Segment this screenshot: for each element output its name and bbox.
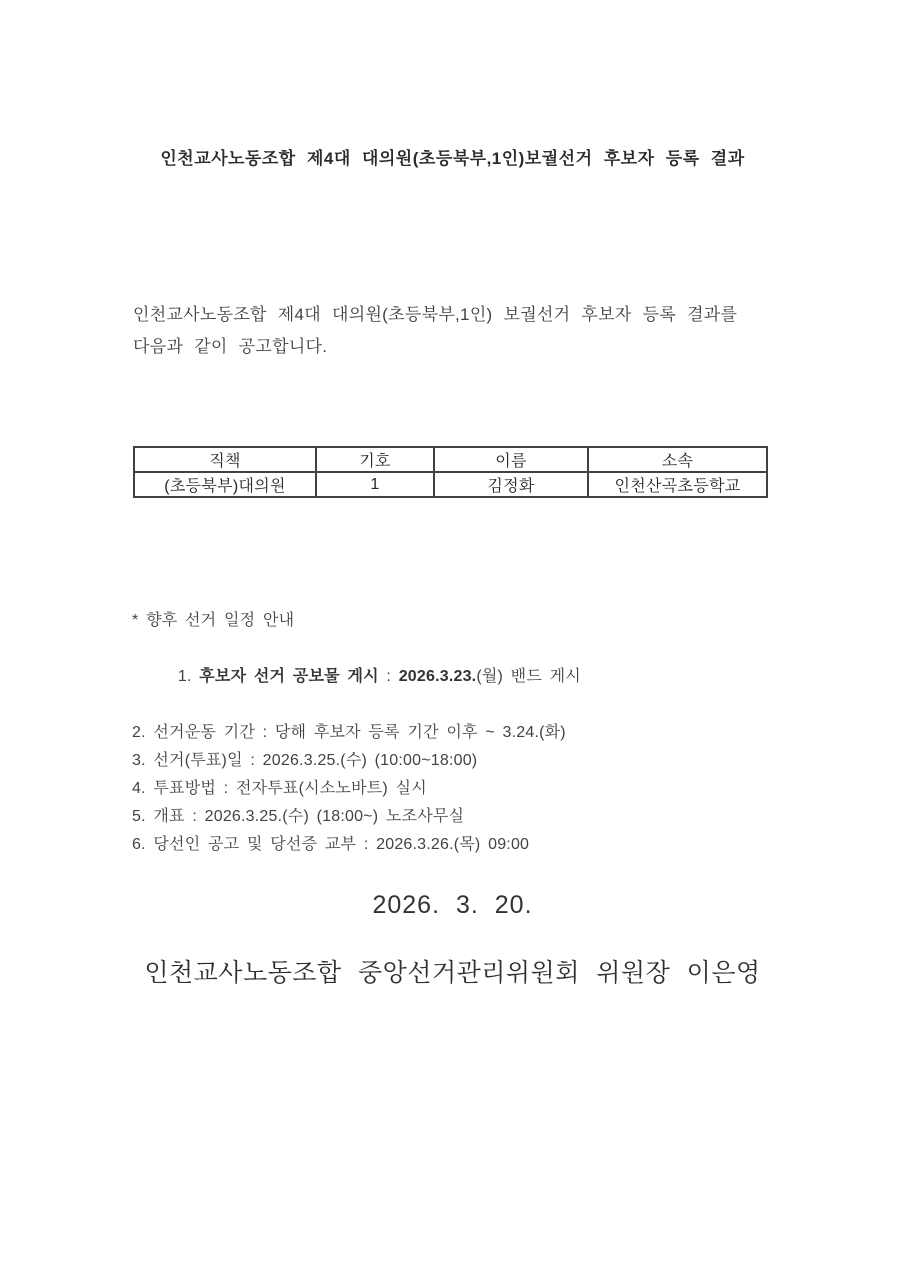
schedule-item-1-suffix: (월) 밴드 게시: [476, 668, 581, 685]
cell-position: (초등북부)대의원: [134, 472, 316, 497]
document-title: 인천교사노동조합 제4대 대의원(초등북부,1인)보궐선거 후보자 등록 결과: [160, 149, 745, 168]
schedule-item-6: 6. 당선인 공고 및 당선증 교부 : 2026.3.26.(목) 09:00: [132, 836, 530, 853]
schedule-item-5: 5. 개표 : 2026.3.25.(수) (18:00~) 노조사무실: [132, 808, 465, 825]
schedule-item-1-separator: :: [378, 668, 399, 685]
announcement-date: 2026. 3. 20.: [372, 891, 533, 919]
table-header-ballot-number: 기호: [316, 447, 434, 472]
table-header-row: [134, 447, 767, 472]
schedule-item-1: [132, 635, 772, 719]
cell-ballot-number: 1: [316, 472, 434, 497]
cell-affiliation: 인천산곡초등학교: [588, 472, 767, 497]
table-header-position: 직책: [134, 447, 316, 472]
schedule-item-1-date: 2026.3.23.: [398, 668, 477, 685]
schedule-item-2: 2. 선거운동 기간 : 당해 후보자 등록 기간 이후 ~ 3.24.(화): [132, 724, 566, 741]
schedule-item-1-number: 1.: [177, 668, 200, 685]
intro-line-2: 다음과 같이 공고합니다.: [133, 337, 328, 356]
intro-paragraph: [133, 299, 778, 363]
schedule-heading: * 향후 선거 일정 안내: [132, 612, 295, 629]
table-header-affiliation: 소속: [588, 447, 767, 472]
candidate-table: [133, 446, 768, 498]
cell-name: 김정화: [434, 472, 588, 497]
schedule-item-1-label: 후보자 선거 공보물 게시: [199, 668, 379, 685]
schedule-section: [132, 607, 772, 859]
schedule-item-3: 3. 선거(투표)일 : 2026.3.25.(수) (10:00~18:00): [132, 752, 478, 769]
intro-line-1: 인천교사노동조합 제4대 대의원(초등북부,1인) 보궐선거 후보자 등록 결과를: [133, 305, 738, 324]
signature-line: 인천교사노동조합 중앙선거관리위원회 위원장 이은영: [144, 959, 761, 987]
schedule-item-4: 4. 투표방법 : 전자투표(시소노바트) 실시: [132, 780, 427, 797]
table-row: [134, 472, 767, 497]
table-header-name: 이름: [434, 447, 588, 472]
